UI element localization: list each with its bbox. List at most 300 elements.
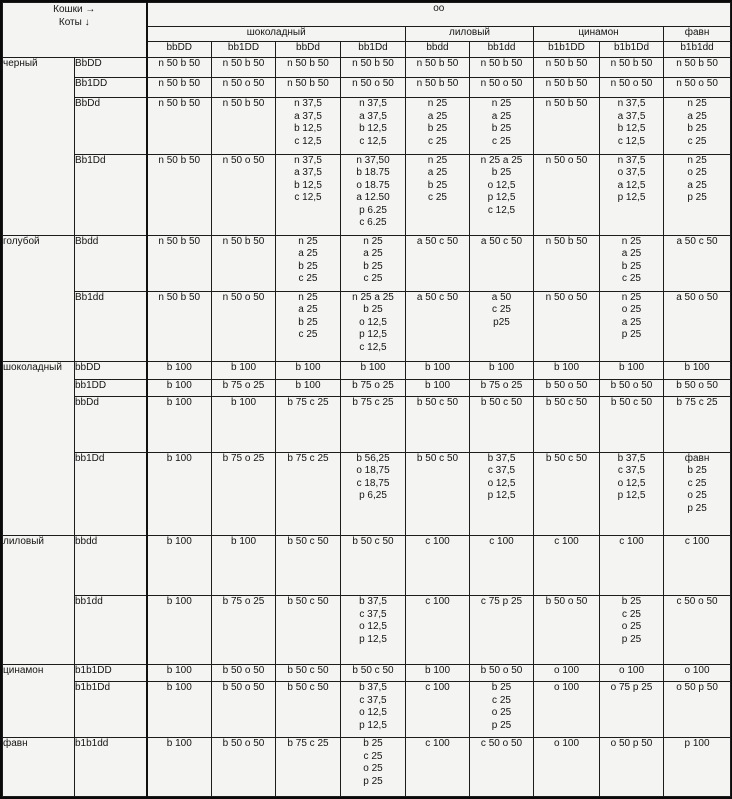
offspring-line: b 12,5 [617, 123, 646, 135]
offspring-line: b 25 [491, 123, 512, 135]
offspring-line: c 37,5 [359, 608, 387, 620]
offspring-line: a 50 c 50 [480, 235, 523, 247]
offspring-line: n 50 o 50 [676, 77, 718, 89]
offspring-line: p 12,5 [359, 719, 387, 731]
offspring-cell [470, 235, 534, 291]
male-genotype: bbDD [75, 362, 147, 379]
offspring-line: b 50 c 50 [416, 452, 459, 464]
offspring-line: o 12,5 [487, 179, 516, 191]
offspring-cell [664, 98, 731, 155]
offspring-line: a 25 [298, 304, 318, 316]
offspring-line: a 25 [298, 248, 318, 260]
offspring-cell [470, 682, 534, 738]
offspring-line: b 25 [621, 596, 642, 608]
offspring-cell [406, 379, 470, 396]
offspring-line: o 100 [553, 738, 580, 750]
offspring-line: b 75 c 25 [287, 396, 329, 408]
offspring-cell [147, 235, 212, 291]
table-row [3, 665, 731, 682]
offspring-cell [534, 535, 600, 596]
male-genotype: bb1dd [75, 596, 147, 665]
offspring-line: n 37,5 [294, 154, 322, 166]
offspring-cell [534, 235, 600, 291]
offspring-cell [341, 235, 406, 291]
offspring-line: b 12,5 [294, 123, 322, 135]
male-genotype: bb1DD [75, 379, 147, 396]
offspring-line: p 25 [687, 502, 707, 514]
male-color-label: фавн [3, 738, 75, 797]
offspring-line: b 100 [166, 535, 192, 547]
offspring-cell [470, 379, 534, 396]
offspring-line: c 50 o 50 [676, 596, 718, 608]
offspring-line: o 12,5 [359, 316, 387, 328]
table-row [3, 682, 731, 738]
offspring-cell [212, 77, 276, 97]
table-row [3, 535, 731, 596]
offspring-cell [212, 596, 276, 665]
offspring-line: p 6.25 [359, 204, 387, 216]
male-color-label: цинамон [3, 665, 75, 738]
offspring-cell [406, 362, 470, 379]
offspring-cell [147, 98, 212, 155]
offspring-cell [212, 57, 276, 77]
corner-cell [3, 3, 147, 58]
offspring-cell [600, 98, 664, 155]
offspring-line: n 25 [621, 235, 642, 247]
offspring-cell [600, 665, 664, 682]
table-row [3, 362, 731, 379]
group-header: цинамон [534, 27, 664, 42]
offspring-cell [212, 535, 276, 596]
offspring-line: o 25 [621, 621, 642, 633]
offspring-cell [341, 57, 406, 77]
offspring-cell [212, 154, 276, 235]
offspring-line: c 12,5 [294, 135, 322, 147]
offspring-cell [534, 738, 600, 797]
offspring-line: n 50 b 50 [158, 154, 201, 166]
offspring-cell [341, 452, 406, 535]
offspring-line: c 18,75 [356, 477, 390, 489]
offspring-line: b 100 [166, 362, 192, 374]
offspring-line: b 100 [295, 379, 321, 391]
offspring-line: p 12,5 [487, 192, 516, 204]
male-genotype: b1b1Dd [75, 682, 147, 738]
offspring-cell [276, 154, 341, 235]
offspring-cell [600, 57, 664, 77]
offspring-cell [276, 235, 341, 291]
offspring-line: a 37,5 [617, 110, 646, 122]
offspring-cell [534, 379, 600, 396]
group-header: шоколадный [147, 27, 406, 42]
offspring-cell [534, 291, 600, 362]
offspring-line: n 50 b 50 [287, 57, 329, 69]
offspring-cell [276, 291, 341, 362]
offspring-line: b 56,25 [356, 452, 390, 464]
offspring-line: c 100 [619, 535, 644, 547]
offspring-cell [470, 596, 534, 665]
offspring-cell [600, 77, 664, 97]
offspring-cell [147, 379, 212, 396]
male-color-label: лиловый [3, 535, 75, 665]
offspring-line: n 50 b 50 [545, 57, 588, 69]
offspring-line: p 100 [684, 738, 710, 750]
offspring-line: o 50 p 50 [676, 682, 718, 694]
offspring-cell [147, 452, 212, 535]
offspring-line: n 50 b 50 [158, 235, 201, 247]
offspring-line: b 50 o 50 [222, 665, 265, 677]
offspring-line: a 50 c 50 [416, 291, 459, 303]
offspring-line: n 50 b 50 [158, 98, 201, 110]
offspring-cell [534, 98, 600, 155]
offspring-line: c 37,5 [617, 465, 646, 477]
male-genotype: Bb1dd [75, 291, 147, 362]
offspring-line: c 12,5 [359, 341, 387, 353]
offspring-line: b 100 [166, 682, 192, 694]
offspring-line: o 100 [553, 682, 580, 694]
offspring-line: p 25 [621, 633, 642, 645]
females-label: Кошки → [53, 4, 96, 15]
offspring-line: c 12,5 [617, 135, 646, 147]
offspring-cell [470, 57, 534, 77]
offspring-cell [276, 452, 341, 535]
offspring-cell [406, 291, 470, 362]
offspring-line: c 6.25 [359, 217, 387, 229]
offspring-cell [470, 452, 534, 535]
group-header: фавн [664, 27, 731, 42]
offspring-line: b 12,5 [359, 123, 387, 135]
offspring-cell [212, 452, 276, 535]
offspring-line: a 25 [687, 179, 707, 191]
offspring-line: o 50 p 50 [610, 738, 653, 750]
offspring-line: n 50 b 50 [676, 57, 718, 69]
offspring-cell [406, 665, 470, 682]
offspring-line: b 25 [427, 123, 448, 135]
offspring-line: b 75 c 25 [352, 396, 394, 408]
group-header: лиловый [406, 27, 534, 42]
offspring-line: b 25 [363, 738, 383, 750]
offspring-line: o 12,5 [359, 707, 387, 719]
offspring-cell [534, 396, 600, 452]
offspring-line: фавн [684, 452, 710, 464]
offspring-cell [276, 665, 341, 682]
offspring-line: b 100 [166, 665, 192, 677]
table-row [3, 738, 731, 797]
offspring-line: n 50 o 50 [545, 291, 588, 303]
offspring-line: b 50 o 50 [610, 379, 653, 391]
male-genotype: Bb1Dd [75, 154, 147, 235]
offspring-line: c 25 [363, 750, 383, 762]
offspring-line: n 25 a 25 [352, 291, 394, 303]
female-genotype-header: bbDd [276, 42, 341, 57]
offspring-line: b 50 c 50 [287, 665, 329, 677]
offspring-cell [276, 738, 341, 797]
male-genotype: bb1Dd [75, 452, 147, 535]
offspring-cell [664, 596, 731, 665]
offspring-line: b 37,5 [487, 452, 516, 464]
offspring-line: a 50 [491, 291, 512, 303]
offspring-cell [147, 396, 212, 452]
offspring-cell [147, 665, 212, 682]
offspring-line: c 12,5 [359, 135, 387, 147]
offspring-line: n 37,5 [359, 98, 387, 110]
offspring-cell [406, 154, 470, 235]
offspring-line: c 37,5 [359, 694, 387, 706]
offspring-cell [341, 77, 406, 97]
offspring-line: b 25 [621, 260, 642, 272]
male-genotype: b1b1DD [75, 665, 147, 682]
offspring-line: a 50 c 50 [416, 235, 459, 247]
offspring-line: n 50 b 50 [416, 57, 459, 69]
offspring-line: b 18.75 [356, 167, 390, 179]
offspring-line: b 25 [427, 179, 448, 191]
offspring-line: p 25 [491, 719, 512, 731]
offspring-line: n 50 o 50 [222, 291, 265, 303]
offspring-line: a 25 [427, 110, 448, 122]
offspring-cell [600, 535, 664, 596]
offspring-cell [470, 291, 534, 362]
offspring-cell [212, 665, 276, 682]
offspring-cell [147, 362, 212, 379]
offspring-cell [664, 291, 731, 362]
offspring-line: b 25 [298, 316, 318, 328]
offspring-line: b 50 o 50 [222, 682, 265, 694]
offspring-cell [147, 77, 212, 97]
offspring-line: o 37,5 [617, 167, 646, 179]
offspring-line: b 75 o 25 [222, 379, 265, 391]
offspring-line: n 50 b 50 [480, 57, 523, 69]
offspring-line: p 12,5 [359, 329, 387, 341]
offspring-line: a 37,5 [294, 110, 322, 122]
male-genotype: BbDd [75, 98, 147, 155]
offspring-cell [470, 396, 534, 452]
offspring-line: a 37,5 [359, 110, 387, 122]
header-row-1 [3, 3, 731, 27]
offspring-line: b 50 c 50 [287, 535, 329, 547]
offspring-line: n 50 b 50 [158, 291, 201, 303]
offspring-line: c 25 [492, 694, 511, 706]
offspring-line: c 25 [622, 608, 641, 620]
offspring-line: b 12,5 [294, 179, 322, 191]
offspring-line: b 100 [424, 362, 451, 374]
offspring-cell [406, 57, 470, 77]
offspring-line: c 100 [425, 738, 450, 750]
offspring-cell [664, 682, 731, 738]
female-genotype-header: b1b1dd [664, 42, 731, 57]
offspring-cell [212, 98, 276, 155]
offspring-cell [470, 362, 534, 379]
offspring-line: p 6,25 [359, 490, 387, 502]
male-genotype: bbDd [75, 396, 147, 452]
offspring-line: n 50 b 50 [287, 77, 329, 89]
offspring-cell [664, 535, 731, 596]
table-row [3, 98, 731, 155]
offspring-cell [600, 396, 664, 452]
offspring-line: b 50 c 50 [287, 682, 329, 694]
offspring-cell [341, 291, 406, 362]
table-row [3, 57, 731, 77]
genetics-table-sheet [2, 2, 730, 797]
offspring-cell [600, 235, 664, 291]
offspring-line: b 50 c 50 [610, 396, 653, 408]
offspring-line: o 100 [553, 665, 580, 677]
offspring-line: c 12,5 [294, 192, 322, 204]
offspring-line: b 100 [166, 396, 192, 408]
offspring-line: a 12.50 [356, 192, 390, 204]
offspring-cell [276, 379, 341, 396]
offspring-cell [406, 682, 470, 738]
male-genotype: Bbdd [75, 235, 147, 291]
offspring-line: b 25 [687, 123, 707, 135]
offspring-cell [147, 535, 212, 596]
offspring-line: n 50 o 50 [222, 154, 265, 166]
offspring-line: p 12,5 [617, 192, 646, 204]
offspring-line: b 100 [295, 362, 321, 374]
offspring-line: c 25 [363, 273, 383, 285]
offspring-line: b 25 [298, 260, 318, 272]
male-color-label: голубой [3, 235, 75, 362]
offspring-line: b 37,5 [617, 452, 646, 464]
offspring-cell [341, 379, 406, 396]
offspring-line: b 100 [684, 362, 710, 374]
offspring-cell [600, 362, 664, 379]
offspring-line: b 50 o 50 [222, 738, 265, 750]
offspring-line: c 100 [684, 535, 710, 547]
male-genotype: BbDD [75, 57, 147, 77]
offspring-line: o 25 [687, 490, 707, 502]
offspring-cell [600, 738, 664, 797]
offspring-line: a 25 [427, 167, 448, 179]
offspring-cell [212, 362, 276, 379]
offspring-line: b 75 o 25 [222, 452, 265, 464]
female-genotype-header: bbdd [406, 42, 470, 57]
offspring-cell [664, 235, 731, 291]
offspring-line: o 18,75 [356, 465, 390, 477]
offspring-cell [276, 98, 341, 155]
offspring-line: n 25 a 25 [480, 154, 523, 166]
offspring-cell [406, 535, 470, 596]
offspring-cell [147, 738, 212, 797]
offspring-line: b 37,5 [359, 596, 387, 608]
offspring-cell [276, 396, 341, 452]
offspring-cell [406, 596, 470, 665]
offspring-line: c 37,5 [487, 465, 516, 477]
offspring-cell [470, 154, 534, 235]
offspring-line: b 75 o 25 [352, 379, 394, 391]
offspring-cell [406, 738, 470, 797]
offspring-line: o 100 [684, 665, 710, 677]
offspring-cell [212, 738, 276, 797]
offspring-line: n 50 o 50 [352, 77, 394, 89]
offspring-line: c 100 [425, 535, 450, 547]
offspring-line: c 50 o 50 [480, 738, 523, 750]
offspring-line: b 50 o 50 [545, 379, 588, 391]
offspring-line: p 25 [687, 192, 707, 204]
table-row [3, 596, 731, 665]
offspring-cell [664, 452, 731, 535]
offspring-line: b 100 [230, 396, 257, 408]
offspring-line: n 50 b 50 [416, 77, 459, 89]
offspring-cell [600, 452, 664, 535]
offspring-cell [534, 682, 600, 738]
offspring-line: a 25 [687, 110, 707, 122]
offspring-cell [664, 738, 731, 797]
offspring-cell [276, 57, 341, 77]
offspring-cell [276, 682, 341, 738]
offspring-line: b 75 o 25 [222, 596, 265, 608]
female-genotype-header: bbDD [147, 42, 212, 57]
male-genotype: bbdd [75, 535, 147, 596]
offspring-line: b 50 c 50 [480, 396, 523, 408]
offspring-line: b 100 [166, 452, 192, 464]
offspring-line: n 50 b 50 [222, 57, 265, 69]
offspring-cell [664, 665, 731, 682]
offspring-line: o 25 [687, 167, 707, 179]
offspring-cell [341, 98, 406, 155]
offspring-cell [534, 362, 600, 379]
male-genotype: b1b1dd [75, 738, 147, 797]
offspring-line: n 37,5 [617, 98, 646, 110]
offspring-line: n 50 b 50 [352, 57, 394, 69]
offspring-cell [212, 235, 276, 291]
offspring-line: b 100 [360, 362, 386, 374]
offspring-cell [406, 235, 470, 291]
offspring-cell [534, 452, 600, 535]
female-genotype-header: bb1DD [212, 42, 276, 57]
offspring-line: n 25 [298, 291, 318, 303]
offspring-cell [406, 98, 470, 155]
offspring-cell [276, 77, 341, 97]
offspring-cell [212, 379, 276, 396]
offspring-line: b 100 [618, 362, 645, 374]
offspring-line: b 100 [553, 362, 580, 374]
offspring-line: b 100 [166, 379, 192, 391]
offspring-line: c 25 [298, 273, 318, 285]
cat-color-genetics-table [2, 2, 731, 797]
offspring-line: b 75 c 25 [676, 396, 718, 408]
offspring-cell [147, 57, 212, 77]
offspring-cell [664, 77, 731, 97]
offspring-line: n 50 b 50 [545, 235, 588, 247]
offspring-cell [534, 154, 600, 235]
offspring-line: o 100 [618, 665, 645, 677]
offspring-cell [406, 452, 470, 535]
offspring-line: b 25 [363, 260, 383, 272]
offspring-line: b 50 o 50 [676, 379, 718, 391]
offspring-line: b 50 c 50 [352, 665, 394, 677]
offspring-line: n 50 b 50 [222, 98, 265, 110]
offspring-cell [600, 596, 664, 665]
offspring-line: n 50 b 50 [545, 77, 588, 89]
offspring-line: o 75 p 25 [610, 682, 653, 694]
offspring-cell [470, 665, 534, 682]
offspring-cell [664, 154, 731, 235]
offspring-cell [341, 362, 406, 379]
offspring-line: b 50 o 50 [545, 596, 588, 608]
offspring-line: c 25 [687, 477, 707, 489]
offspring-line: n 25 [621, 291, 642, 303]
offspring-cell [470, 77, 534, 97]
offspring-line: n 50 o 50 [222, 77, 265, 89]
offspring-cell [147, 682, 212, 738]
offspring-line: n 37,5 [294, 98, 322, 110]
offspring-line: c 100 [425, 682, 450, 694]
offspring-line: n 50 b 50 [545, 98, 588, 110]
offspring-line: b 50 c 50 [545, 396, 588, 408]
offspring-line: b 25 [491, 682, 512, 694]
table-row [3, 379, 731, 396]
offspring-line: c 100 [489, 535, 514, 547]
offspring-line: n 25 [363, 235, 383, 247]
